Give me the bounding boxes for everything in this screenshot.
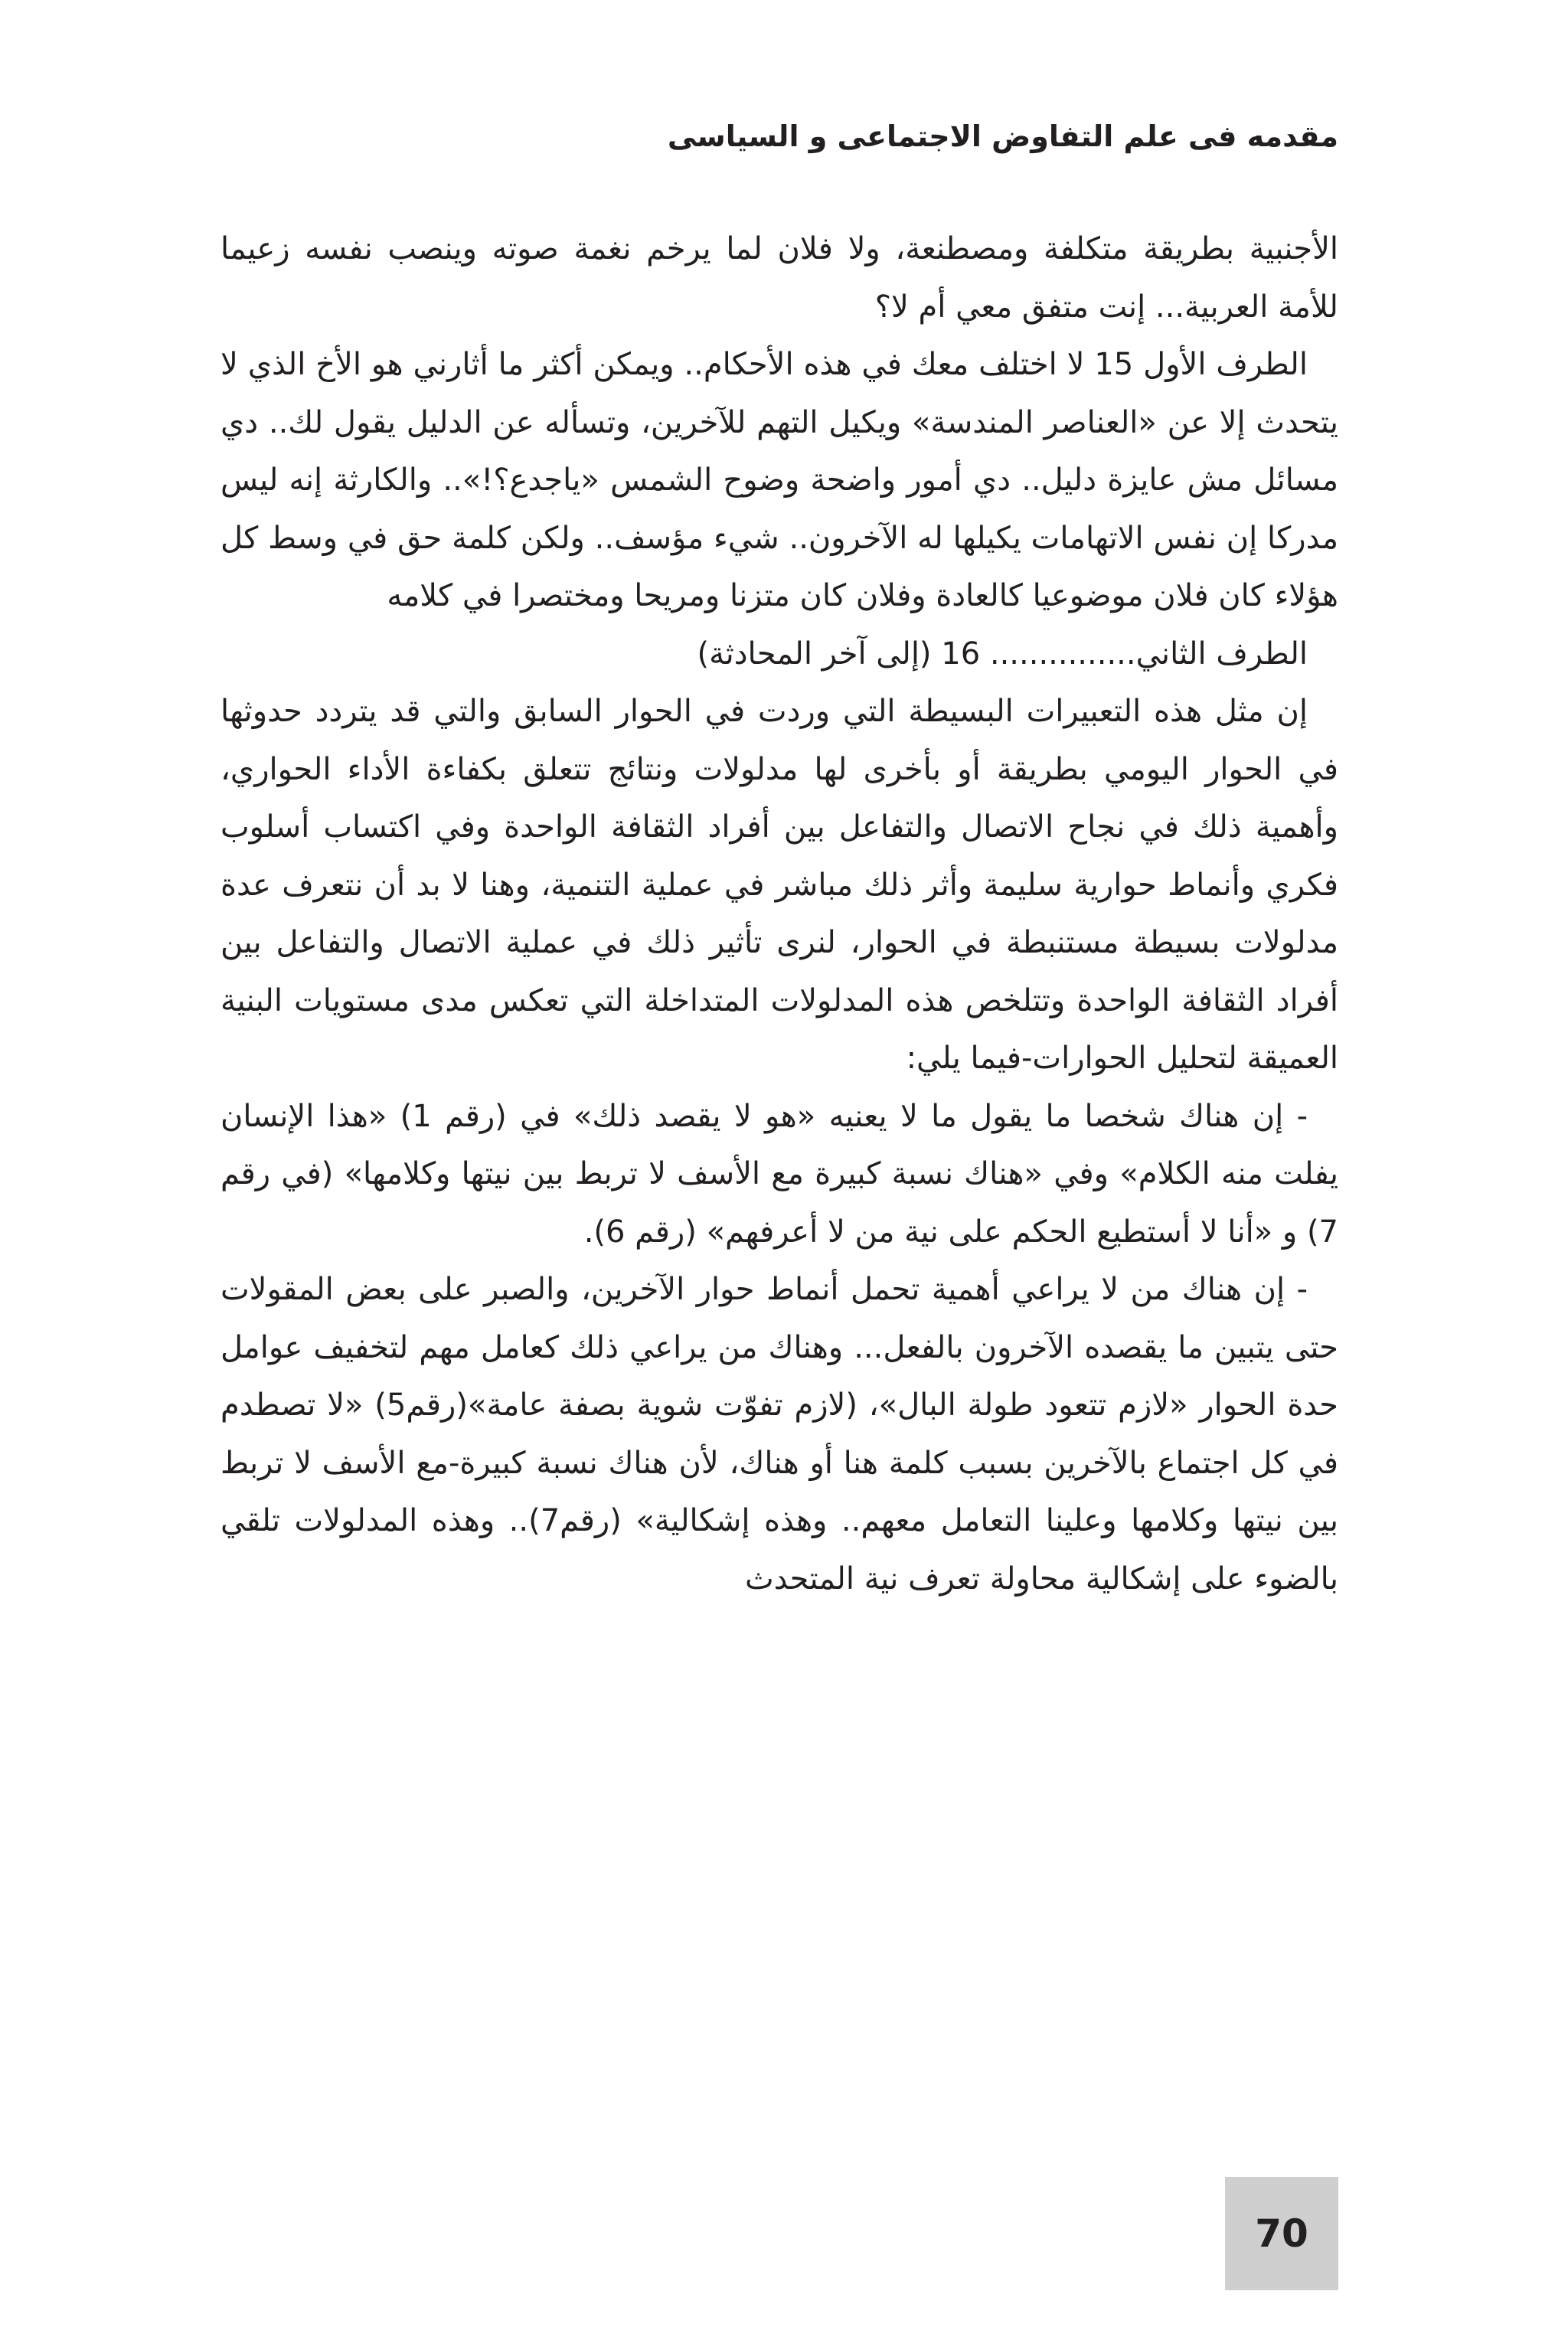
- paragraph-second-party: الطرف الثاني............... 16 (إلى آخر المحادثة): [697, 636, 1308, 672]
- page-body: [220, 221, 1338, 1608]
- running-header: مقدمه فى علم التفاوض الاجتماعى و السياسى: [667, 119, 1338, 153]
- paragraph-point-1: - إن هناك شخصا ما يقول ما لا يعنيه «هو لا يقصد ذلك» في (رقم 1) «هذا الإنسان يفلت منه الكلام» وفي «هناك نسبة كبيرة مع الأسف لا تربط بين نيتها وكلامها» (في رقم 7) و «أنا لا أستطيع الحكم على نية من لا أعرفهم» (رقم 6).: [220, 1098, 1338, 1250]
- paragraph-first-party: الطرف الأول 15 لا اختلف معك في هذه الأحكام.. ويمكن أكثر ما أثارني هو الأخ الذي لا يتحدث إلا عن «العناصر المندسة» ويكيل التهم للآخرين، وتسأله عن الدليل يقول لك.. دي مسائل مش عايزة دليل.. دي أمور واضحة وضوح الشمس «ياجدع؟!».. والكارثة إنه ليس مدركا إن نفس الاتهامات يكيلها له الآخرون.. شيء مؤسف.. ولكن كلمة حق في وسط كل هؤلاء كان فلان موضوعيا كالعادة وفلان كان متزنا ومريحا ومختصرا في كلامه: [220, 347, 1338, 613]
- paragraph-continuation: الأجنبية بطريقة متكلفة ومصطنعة، ولا فلان لما يرخم نغمة صوته وينصب نفسه زعيما للأمة العربية... إنت متفق معي أم لا؟: [220, 231, 1338, 325]
- paragraph-analysis: إن مثل هذه التعبيرات البسيطة التي وردت في الحوار السابق والتي قد يتردد حدوثها في الحوار اليومي بطريقة أو بأخرى لها مدلولات ونتائج تتعلق بكفاءة الأداء الحواري، وأهمية ذلك في نجاح الاتصال والتفاعل بين أفراد الثقافة الواحدة وفي اكتساب أسلوب فكري وأنماط حوارية سليمة وأثر ذلك مباشر في عملية التنمية، وهنا لا بد أن نتعرف عدة مدلولات بسيطة مستنبطة في الحوار، لنرى تأثير ذلك في عملية الاتصال والتفاعل بين أفراد الثقافة الواحدة وتتلخص هذه المدلولات المتداخلة التي تعكس مدى مستويات البنية العميقة لتحليل الحوارات-فيما يلي:: [220, 694, 1338, 1076]
- page-number: 70: [1255, 2211, 1308, 2256]
- page-number-box: [1225, 2177, 1338, 2290]
- paragraph-point-2: - إن هناك من لا يراعي أهمية تحمل أنماط حوار الآخرين، والصبر على بعض المقولات حتى يتبين ما يقصده الآخرون بالفعل... وهناك من يراعي ذلك كعامل مهم لتخفيف عوامل حدة الحوار «لازم تتعود طولة البال»، (لازم تفوّت شوية بصفة عامة»(رقم5) «لا تصطدم في كل اجتماع بالآخرين بسبب كلمة هنا أو هناك، لأن هناك نسبة كبيرة-مع الأسف لا تربط بين نيتها وكلامها وعلينا التعامل معهم.. وهذه إشكالية» (رقم7).. وهذه المدلولات تلقي بالضوء على إشكالية محاولة تعرف نية المتحدث: [220, 1272, 1339, 1597]
